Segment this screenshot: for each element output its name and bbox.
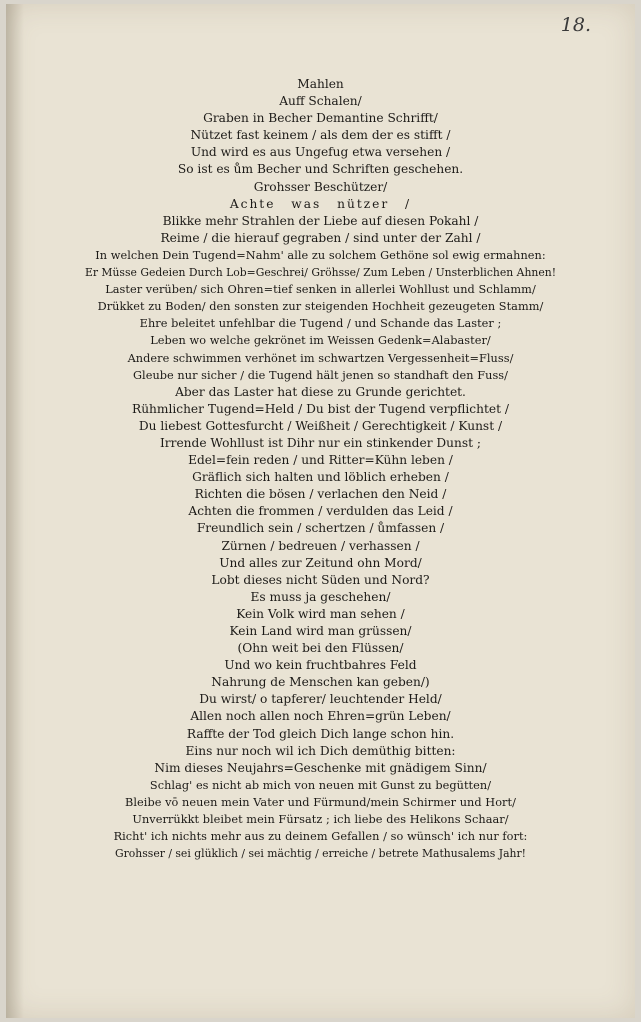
poem-line: Nützet fast keinem / als dem der es stifft / [190,128,451,143]
poem-line: Blikke mehr Strahlen der Liebe auf diesen Pokahl / [162,213,479,228]
poem-line: Du wirst/ o tapferer/ leuchtender Held/ [199,692,442,707]
poem-line: Mahlen [297,77,344,91]
poem-line: Allen noch allen noch Ehren=grün Leben/ [190,709,451,724]
poem-line: Andere schwimmen verhönet im schwartzen Vergessenheit=Fluss/ [127,351,514,365]
poem-line: Nim dieses Neujahrs=Geschenke mit gnädigem Sinn/ [154,760,487,775]
poem-line: Auff Schalen/ [279,94,362,109]
poem-line: Schlag' es nicht ab mich von neuen mit Gunst zu begütten/ [149,778,492,792]
poem-line: Grohsser Beschützer/ [253,179,388,194]
poem-line: Drükket zu Boden/ den sonsten zur steigenden Hochheit gezeugeten Stamm/ [97,300,544,314]
poem-line: Nahrung de Menschen kan geben/) [211,675,430,690]
poem-line: Grohsser / sei glüklich / sei mächtig / erreiche / betrete Mathusalems Jahr! [115,847,526,861]
poem-line: Laster verüben/ sich Ohren=tief senken in allerlei Wohllust und Schlamm/ [105,283,536,297]
poem-line: Graben in Becher Demantine Schrifft/ [203,111,438,126]
page-number: 18. [560,14,591,36]
poem-line: Eins nur noch wil ich Dich demüthig bitten: [185,743,456,758]
poem-line: Und alles zur Zeitund ohn Mord/ [219,555,422,570]
shaped-poem [6,76,635,862]
poem-line: Kein Volk wird man sehen / [236,606,405,621]
poem-line: In welchen Dein Tugend=Nahm' alle zu solchem Gethöne sol ewig ermahnen: [95,248,546,262]
poem-line: Lobt dieses nicht Süden und Nord? [211,572,430,587]
book-page [6,4,635,1018]
poem-line: Du liebest Gottesfurcht / Weißheit / Gerechtigkeit / Kunst / [138,418,503,433]
poem-line: (Ohn weit bei den Flüssen/ [237,641,404,656]
poem-line: Rühmlicher Tugend=Held / Du bist der Tugend verpflichtet / [132,401,509,416]
poem-line: Freundlich sein / schertzen / ůmfassen / [196,521,445,536]
poem-line: Gleube nur sicher / die Tugend hält jenen so standhaft den Fuss/ [132,368,509,382]
poem-line: Ehre beleitet unfehlbar die Tugend / und Schande das Laster ; [139,317,502,331]
poem-line: Irrende Wohllust ist Dihr nur ein stinkender Dunst ; [159,435,481,450]
poem-line: Richt' ich nichts mehr aus zu deinem Gefallen / so wünsch' ich nur fort: [113,830,528,844]
poem-line: Aber das Laster hat diese zu Grunde gerichtet. [175,384,466,399]
poem-line: Gräflich sich halten und löblich erheben / [192,470,449,485]
poem-line: So ist es ům Becher und Schriften geschehen. [177,162,464,177]
poem-line: Edel=fein reden / und Ritter=Kühn leben / [188,453,453,468]
poem-line: Zürnen / bedreuen / verhassen / [221,538,420,553]
poem-line: Es muss ja geschehen/ [250,589,391,604]
poem-line: Raffte der Tod gleich Dich lange schon hin. [186,726,455,741]
poem-line: Richten die bösen / verlachen den Neid / [194,487,447,502]
poem-line: Reime / die hierauf gegraben / sind unter der Zahl / [160,230,481,245]
poem-line: Kein Land wird man grüssen/ [229,624,412,638]
poem-line: Und wird es aus Ungefug etwa versehen / [190,145,451,160]
poem-line: Er Müsse Gedeien Durch Lob=Geschrei/ Gröhsse/ Zum Leben / Unsterblichen Ahnen! [84,266,557,280]
poem-line: Achte was nützer / [229,196,412,211]
poem-line: Unverrükkt bleibet mein Fürsatz ; ich liebe des Helikons Schaar/ [132,813,509,827]
poem-line: Leben wo welche gekrönet im Weissen Gedenk=Alabaster/ [150,334,491,348]
poem-line: Bleibe vō neuen mein Vater und Fürmund/mein Schirmer und Hort/ [125,795,516,809]
poem-line: Achten die frommen / verdulden das Leid / [188,504,453,519]
poem-line: Und wo kein fruchtbahres Feld [224,658,417,673]
